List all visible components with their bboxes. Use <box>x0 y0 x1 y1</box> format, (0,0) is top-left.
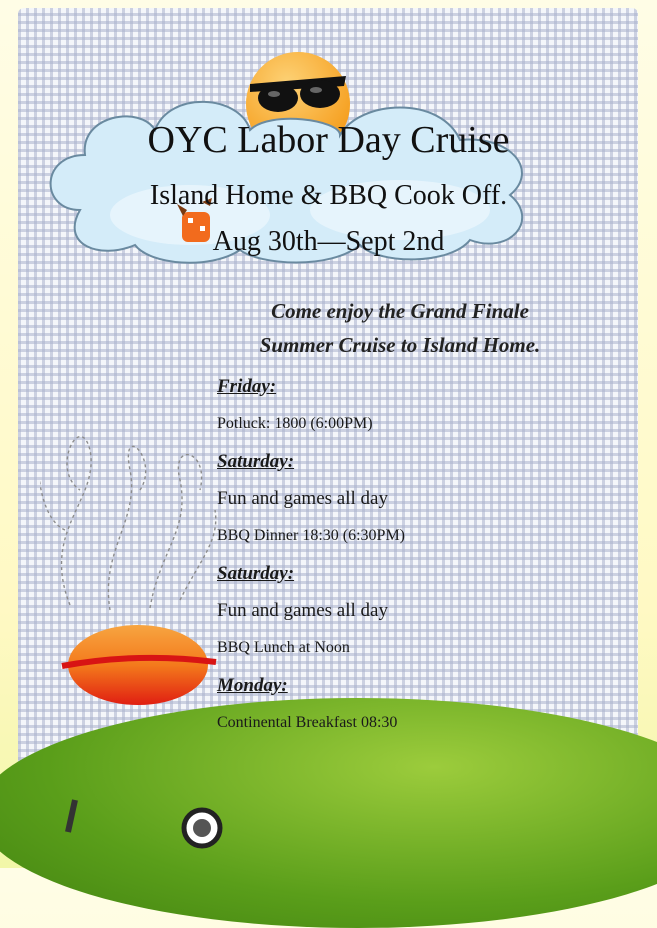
monday-breakfast: Continental Breakfast 08:30 <box>217 714 398 731</box>
day-friday-label: Friday: <box>217 376 277 397</box>
saturday-2-bbq-lunch: BBQ Lunch at Noon <box>217 639 350 656</box>
day-saturday-2-label: Saturday: <box>217 563 295 584</box>
page-title: OYC Labor Day Cruise <box>147 119 510 161</box>
saturday-bbq-dinner: BBQ Dinner 18:30 (6:30PM) <box>217 527 405 544</box>
intro-line-1: Come enjoy the Grand Finale <box>271 299 529 323</box>
friday-potluck: Potluck: 1800 (6:00PM) <box>217 415 373 432</box>
saturday-games: Fun and games all day <box>217 488 388 509</box>
bbq-grill-icon <box>40 430 240 860</box>
day-monday-label: Monday: <box>217 675 288 696</box>
saturday-2-games: Fun and games all day <box>217 600 388 621</box>
intro-line-2: Summer Cruise to Island Home. <box>259 333 541 357</box>
schedule <box>217 372 617 746</box>
event-dates: Aug 30th—Sept 2nd <box>212 226 445 257</box>
day-saturday-label: Saturday: <box>217 451 295 472</box>
page-subtitle: Island Home & BBQ Cook Off. <box>149 180 508 211</box>
